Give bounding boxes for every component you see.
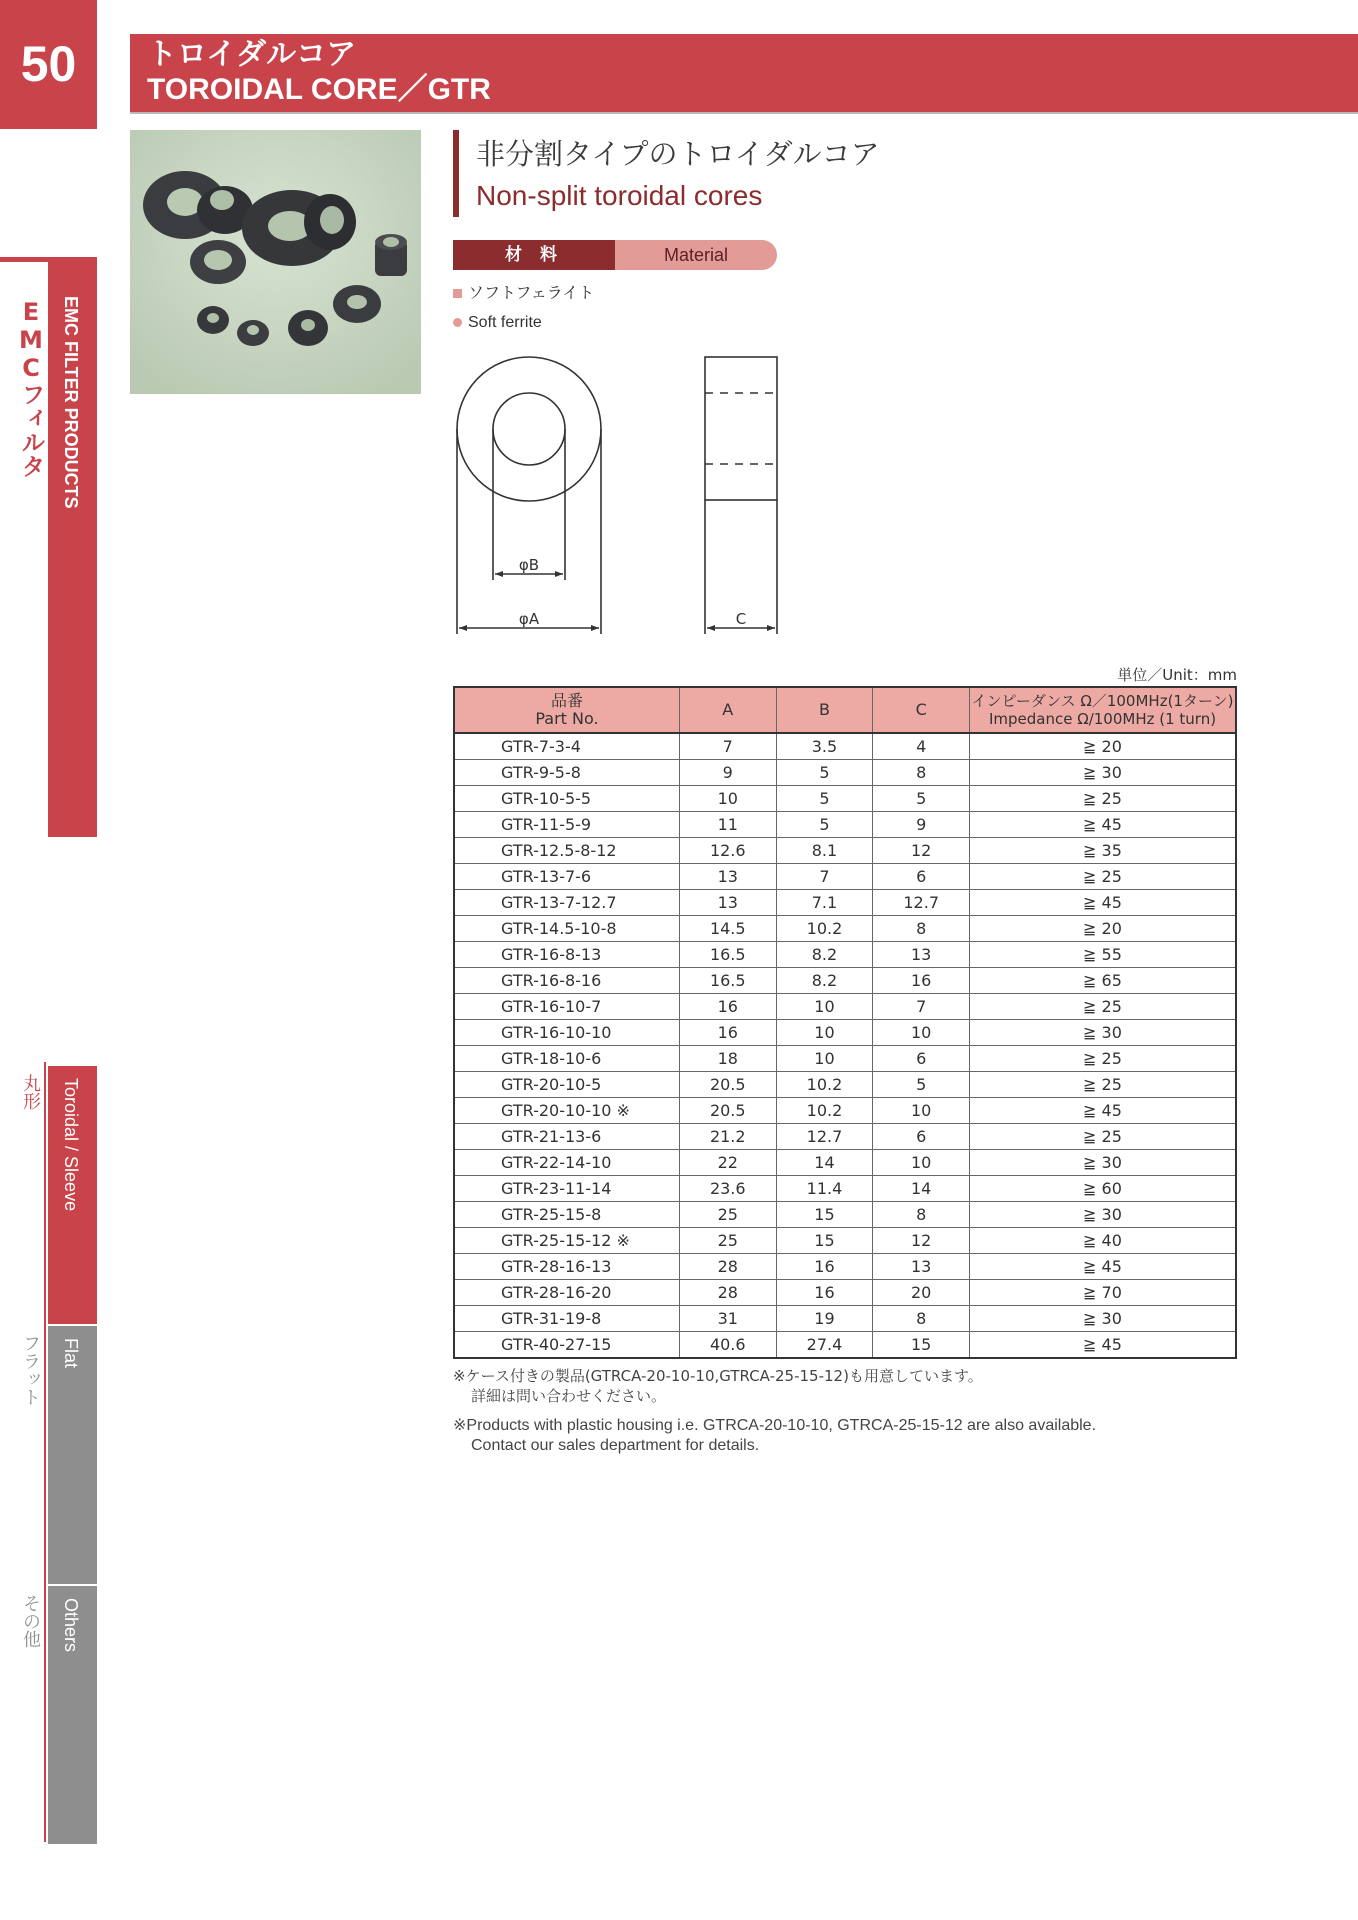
table-row bbox=[454, 1098, 1236, 1124]
table-row bbox=[454, 1280, 1236, 1306]
cell-c: 10 bbox=[873, 1020, 970, 1046]
note-jp-1: ※ケース付きの製品(GTRCA-20-10-10,GTRCA-25-15-12)も用意しています。 bbox=[453, 1367, 983, 1385]
cell-b: 8.2 bbox=[776, 968, 873, 994]
cell-b: 7 bbox=[776, 864, 873, 890]
cell-part-no: GTR-11-5-9 bbox=[454, 812, 679, 838]
table-row bbox=[454, 786, 1236, 812]
cell-c: 20 bbox=[873, 1280, 970, 1306]
cell-part-no: GTR-40-27-15 bbox=[454, 1332, 679, 1359]
cell-c: 8 bbox=[873, 760, 970, 786]
material-value-jp-text: ソフトフェライト bbox=[468, 283, 595, 302]
cell-b: 19 bbox=[776, 1306, 873, 1332]
table-row bbox=[454, 1124, 1236, 1150]
page-title-jp: トロイダルコア bbox=[147, 37, 357, 72]
cell-part-no: GTR-28-16-13 bbox=[454, 1254, 679, 1280]
table-row bbox=[454, 994, 1236, 1020]
circle-bullet-icon bbox=[453, 318, 462, 327]
col-imp-jp: インピーダンス Ω／100MHz(1ターン) bbox=[971, 692, 1234, 710]
cell-a: 25 bbox=[679, 1202, 776, 1228]
tab-flat[interactable] bbox=[48, 1326, 97, 1584]
side-tab-jp-others: その他 bbox=[20, 1594, 41, 1648]
cell-impedance: ≧ 30 bbox=[970, 1150, 1236, 1176]
tab-label: Flat bbox=[61, 1338, 81, 1369]
cell-b: 5 bbox=[776, 760, 873, 786]
col-c: C bbox=[873, 687, 970, 733]
col-imp-en: Impedance Ω/100MHz (1 turn) bbox=[988, 710, 1217, 728]
cell-b: 8.1 bbox=[776, 838, 873, 864]
cell-c: 7 bbox=[873, 994, 970, 1020]
cell-b: 15 bbox=[776, 1228, 873, 1254]
material-value-en bbox=[453, 311, 542, 334]
cell-impedance: ≧ 25 bbox=[970, 786, 1236, 812]
cell-part-no: GTR-25-15-8 bbox=[454, 1202, 679, 1228]
col-part-en: Part No. bbox=[535, 709, 599, 728]
cell-a: 28 bbox=[679, 1280, 776, 1306]
cell-c: 8 bbox=[873, 1202, 970, 1228]
cell-c: 4 bbox=[873, 733, 970, 760]
cell-part-no: GTR-14.5-10-8 bbox=[454, 916, 679, 942]
cell-c: 16 bbox=[873, 968, 970, 994]
cell-b: 7.1 bbox=[776, 890, 873, 916]
cell-a: 22 bbox=[679, 1150, 776, 1176]
note-en-1: ※Products with plastic housing i.e. GTRCA-20-10-10, GTRCA-25-15-12 are also available. bbox=[453, 1417, 1097, 1434]
cell-impedance: ≧ 65 bbox=[970, 968, 1236, 994]
cell-c: 5 bbox=[873, 1072, 970, 1098]
cell-c: 6 bbox=[873, 1046, 970, 1072]
cell-a: 12.6 bbox=[679, 838, 776, 864]
table-row bbox=[454, 942, 1236, 968]
cell-b: 14 bbox=[776, 1150, 873, 1176]
col-part-no bbox=[454, 687, 679, 733]
cell-b: 15 bbox=[776, 1202, 873, 1228]
note-jp-2: 詳細は問い合わせください。 bbox=[471, 1387, 667, 1405]
cell-c: 10 bbox=[873, 1098, 970, 1124]
cell-impedance: ≧ 70 bbox=[970, 1280, 1236, 1306]
cell-part-no: GTR-20-10-10 ※ bbox=[454, 1098, 679, 1124]
side-tab-jp-toroidal: 丸形 bbox=[20, 1074, 41, 1110]
side-category-jp: EMCフィルタ bbox=[17, 298, 45, 478]
cell-c: 13 bbox=[873, 1254, 970, 1280]
cell-impedance: ≧ 20 bbox=[970, 916, 1236, 942]
cell-b: 3.5 bbox=[776, 733, 873, 760]
cell-b: 5 bbox=[776, 786, 873, 812]
dim-b-label: φB bbox=[518, 556, 540, 574]
unit-label: 単位／Unit：mm bbox=[1117, 666, 1237, 684]
inner-circle bbox=[493, 393, 565, 465]
cell-impedance: ≧ 55 bbox=[970, 942, 1236, 968]
table-row bbox=[454, 760, 1236, 786]
spec-table bbox=[453, 686, 1237, 1359]
material-value-en-text: Soft ferrite bbox=[468, 314, 542, 331]
cell-impedance: ≧ 45 bbox=[970, 890, 1236, 916]
dimension-drawing bbox=[440, 350, 800, 650]
cell-impedance: ≧ 30 bbox=[970, 1306, 1236, 1332]
cell-impedance: ≧ 25 bbox=[970, 1046, 1236, 1072]
cell-impedance: ≧ 25 bbox=[970, 1124, 1236, 1150]
table-row bbox=[454, 1202, 1236, 1228]
cell-part-no: GTR-31-19-8 bbox=[454, 1306, 679, 1332]
material-value-jp bbox=[453, 282, 594, 304]
ferrite-cores-image bbox=[130, 130, 421, 394]
cell-b: 16 bbox=[776, 1280, 873, 1306]
table-row bbox=[454, 1150, 1236, 1176]
tab-toroidal-sleeve[interactable] bbox=[48, 1066, 97, 1324]
cell-part-no: GTR-16-8-13 bbox=[454, 942, 679, 968]
cell-part-no: GTR-16-10-7 bbox=[454, 994, 679, 1020]
col-impedance bbox=[970, 687, 1236, 733]
table-header-row bbox=[454, 687, 1236, 733]
square-bullet-icon bbox=[453, 289, 462, 298]
cell-a: 11 bbox=[679, 812, 776, 838]
note-en-2: Contact our sales department for details. bbox=[471, 1437, 760, 1454]
table-row bbox=[454, 968, 1236, 994]
cell-part-no: GTR-22-14-10 bbox=[454, 1150, 679, 1176]
cell-impedance: ≧ 30 bbox=[970, 1020, 1236, 1046]
cell-c: 12 bbox=[873, 1228, 970, 1254]
cell-part-no: GTR-16-10-10 bbox=[454, 1020, 679, 1046]
cell-part-no: GTR-23-11-14 bbox=[454, 1176, 679, 1202]
side-category-en: EMC FILTER PRODUCTS bbox=[61, 296, 81, 509]
table-row bbox=[454, 812, 1236, 838]
cell-impedance: ≧ 45 bbox=[970, 1098, 1236, 1124]
cell-c: 6 bbox=[873, 864, 970, 890]
cell-part-no: GTR-13-7-6 bbox=[454, 864, 679, 890]
cell-c: 12 bbox=[873, 838, 970, 864]
cell-part-no: GTR-12.5-8-12 bbox=[454, 838, 679, 864]
table-row bbox=[454, 1306, 1236, 1332]
cell-c: 13 bbox=[873, 942, 970, 968]
page-title-en: TOROIDAL CORE／GTR bbox=[147, 73, 491, 106]
table-row bbox=[454, 864, 1236, 890]
cell-b: 10.2 bbox=[776, 1098, 873, 1124]
cell-impedance: ≧ 45 bbox=[970, 812, 1236, 838]
cell-a: 13 bbox=[679, 890, 776, 916]
cell-part-no: GTR-28-16-20 bbox=[454, 1280, 679, 1306]
cell-impedance: ≧ 25 bbox=[970, 1072, 1236, 1098]
cell-b: 27.4 bbox=[776, 1332, 873, 1359]
col-b: B bbox=[776, 687, 873, 733]
col-part-jp: 品番 bbox=[550, 691, 583, 710]
cell-a: 28 bbox=[679, 1254, 776, 1280]
cell-a: 7 bbox=[679, 733, 776, 760]
cell-b: 10 bbox=[776, 1020, 873, 1046]
table-row bbox=[454, 1228, 1236, 1254]
cell-c: 8 bbox=[873, 916, 970, 942]
dim-c-label: C bbox=[735, 610, 747, 628]
cell-a: 18 bbox=[679, 1046, 776, 1072]
cell-impedance: ≧ 20 bbox=[970, 733, 1236, 760]
cell-a: 16 bbox=[679, 994, 776, 1020]
cell-impedance: ≧ 60 bbox=[970, 1176, 1236, 1202]
material-label-jp: 材 料 bbox=[453, 240, 615, 270]
cell-a: 25 bbox=[679, 1228, 776, 1254]
cell-b: 16 bbox=[776, 1254, 873, 1280]
cell-impedance: ≧ 35 bbox=[970, 838, 1236, 864]
cell-impedance: ≧ 45 bbox=[970, 1332, 1236, 1359]
table-row bbox=[454, 1254, 1236, 1280]
cell-part-no: GTR-21-13-6 bbox=[454, 1124, 679, 1150]
dim-a-label: φA bbox=[518, 610, 540, 628]
col-a: A bbox=[679, 687, 776, 733]
table-row bbox=[454, 916, 1236, 942]
table-row bbox=[454, 733, 1236, 760]
table-row bbox=[454, 890, 1236, 916]
cell-b: 11.4 bbox=[776, 1176, 873, 1202]
page-number: 50 bbox=[0, 0, 97, 129]
table-row bbox=[454, 1020, 1236, 1046]
cell-a: 40.6 bbox=[679, 1332, 776, 1359]
table-row bbox=[454, 1176, 1236, 1202]
cell-part-no: GTR-16-8-16 bbox=[454, 968, 679, 994]
cell-b: 10 bbox=[776, 994, 873, 1020]
table-row bbox=[454, 838, 1236, 864]
cell-b: 10.2 bbox=[776, 1072, 873, 1098]
cell-b: 10.2 bbox=[776, 916, 873, 942]
cell-b: 10 bbox=[776, 1046, 873, 1072]
table-row bbox=[454, 1072, 1236, 1098]
tab-label: Toroidal / Sleeve bbox=[61, 1078, 81, 1212]
cell-a: 13 bbox=[679, 864, 776, 890]
product-photo bbox=[130, 130, 421, 394]
cell-part-no: GTR-10-5-5 bbox=[454, 786, 679, 812]
cell-a: 10 bbox=[679, 786, 776, 812]
cell-impedance: ≧ 25 bbox=[970, 864, 1236, 890]
cell-a: 14.5 bbox=[679, 916, 776, 942]
cell-c: 12.7 bbox=[873, 890, 970, 916]
cell-impedance: ≧ 30 bbox=[970, 760, 1236, 786]
cell-part-no: GTR-7-3-4 bbox=[454, 733, 679, 760]
tab-label: Others bbox=[61, 1598, 81, 1653]
table-row bbox=[454, 1046, 1236, 1072]
side-tab-jp-flat: フラット bbox=[20, 1334, 41, 1406]
subtitle-accent-bar bbox=[453, 130, 459, 217]
cell-a: 31 bbox=[679, 1306, 776, 1332]
cell-impedance: ≧ 25 bbox=[970, 994, 1236, 1020]
cell-part-no: GTR-20-10-5 bbox=[454, 1072, 679, 1098]
side-divider bbox=[44, 1062, 46, 1842]
cell-b: 8.2 bbox=[776, 942, 873, 968]
tab-others[interactable] bbox=[48, 1586, 97, 1844]
cell-a: 16.5 bbox=[679, 942, 776, 968]
subtitle-en: Non-split toroidal cores bbox=[476, 180, 763, 211]
cell-c: 5 bbox=[873, 786, 970, 812]
cell-c: 9 bbox=[873, 812, 970, 838]
cell-a: 16 bbox=[679, 1020, 776, 1046]
cell-a: 9 bbox=[679, 760, 776, 786]
cell-c: 6 bbox=[873, 1124, 970, 1150]
cell-part-no: GTR-9-5-8 bbox=[454, 760, 679, 786]
cell-impedance: ≧ 45 bbox=[970, 1254, 1236, 1280]
cell-c: 8 bbox=[873, 1306, 970, 1332]
cell-c: 10 bbox=[873, 1150, 970, 1176]
table-row bbox=[454, 1332, 1236, 1359]
cell-impedance: ≧ 30 bbox=[970, 1202, 1236, 1228]
cell-impedance: ≧ 40 bbox=[970, 1228, 1236, 1254]
cell-part-no: GTR-13-7-12.7 bbox=[454, 890, 679, 916]
cell-a: 23.6 bbox=[679, 1176, 776, 1202]
cell-c: 14 bbox=[873, 1176, 970, 1202]
cell-a: 21.2 bbox=[679, 1124, 776, 1150]
cell-part-no: GTR-25-15-12 ※ bbox=[454, 1228, 679, 1254]
cell-a: 20.5 bbox=[679, 1098, 776, 1124]
cell-b: 5 bbox=[776, 812, 873, 838]
cell-part-no: GTR-18-10-6 bbox=[454, 1046, 679, 1072]
cell-a: 16.5 bbox=[679, 968, 776, 994]
cell-c: 15 bbox=[873, 1332, 970, 1359]
material-label-en: Material bbox=[615, 240, 777, 270]
cell-b: 12.7 bbox=[776, 1124, 873, 1150]
cell-a: 20.5 bbox=[679, 1072, 776, 1098]
outer-circle bbox=[457, 357, 601, 501]
subtitle-jp: 非分割タイプのトロイダルコア bbox=[476, 137, 880, 171]
